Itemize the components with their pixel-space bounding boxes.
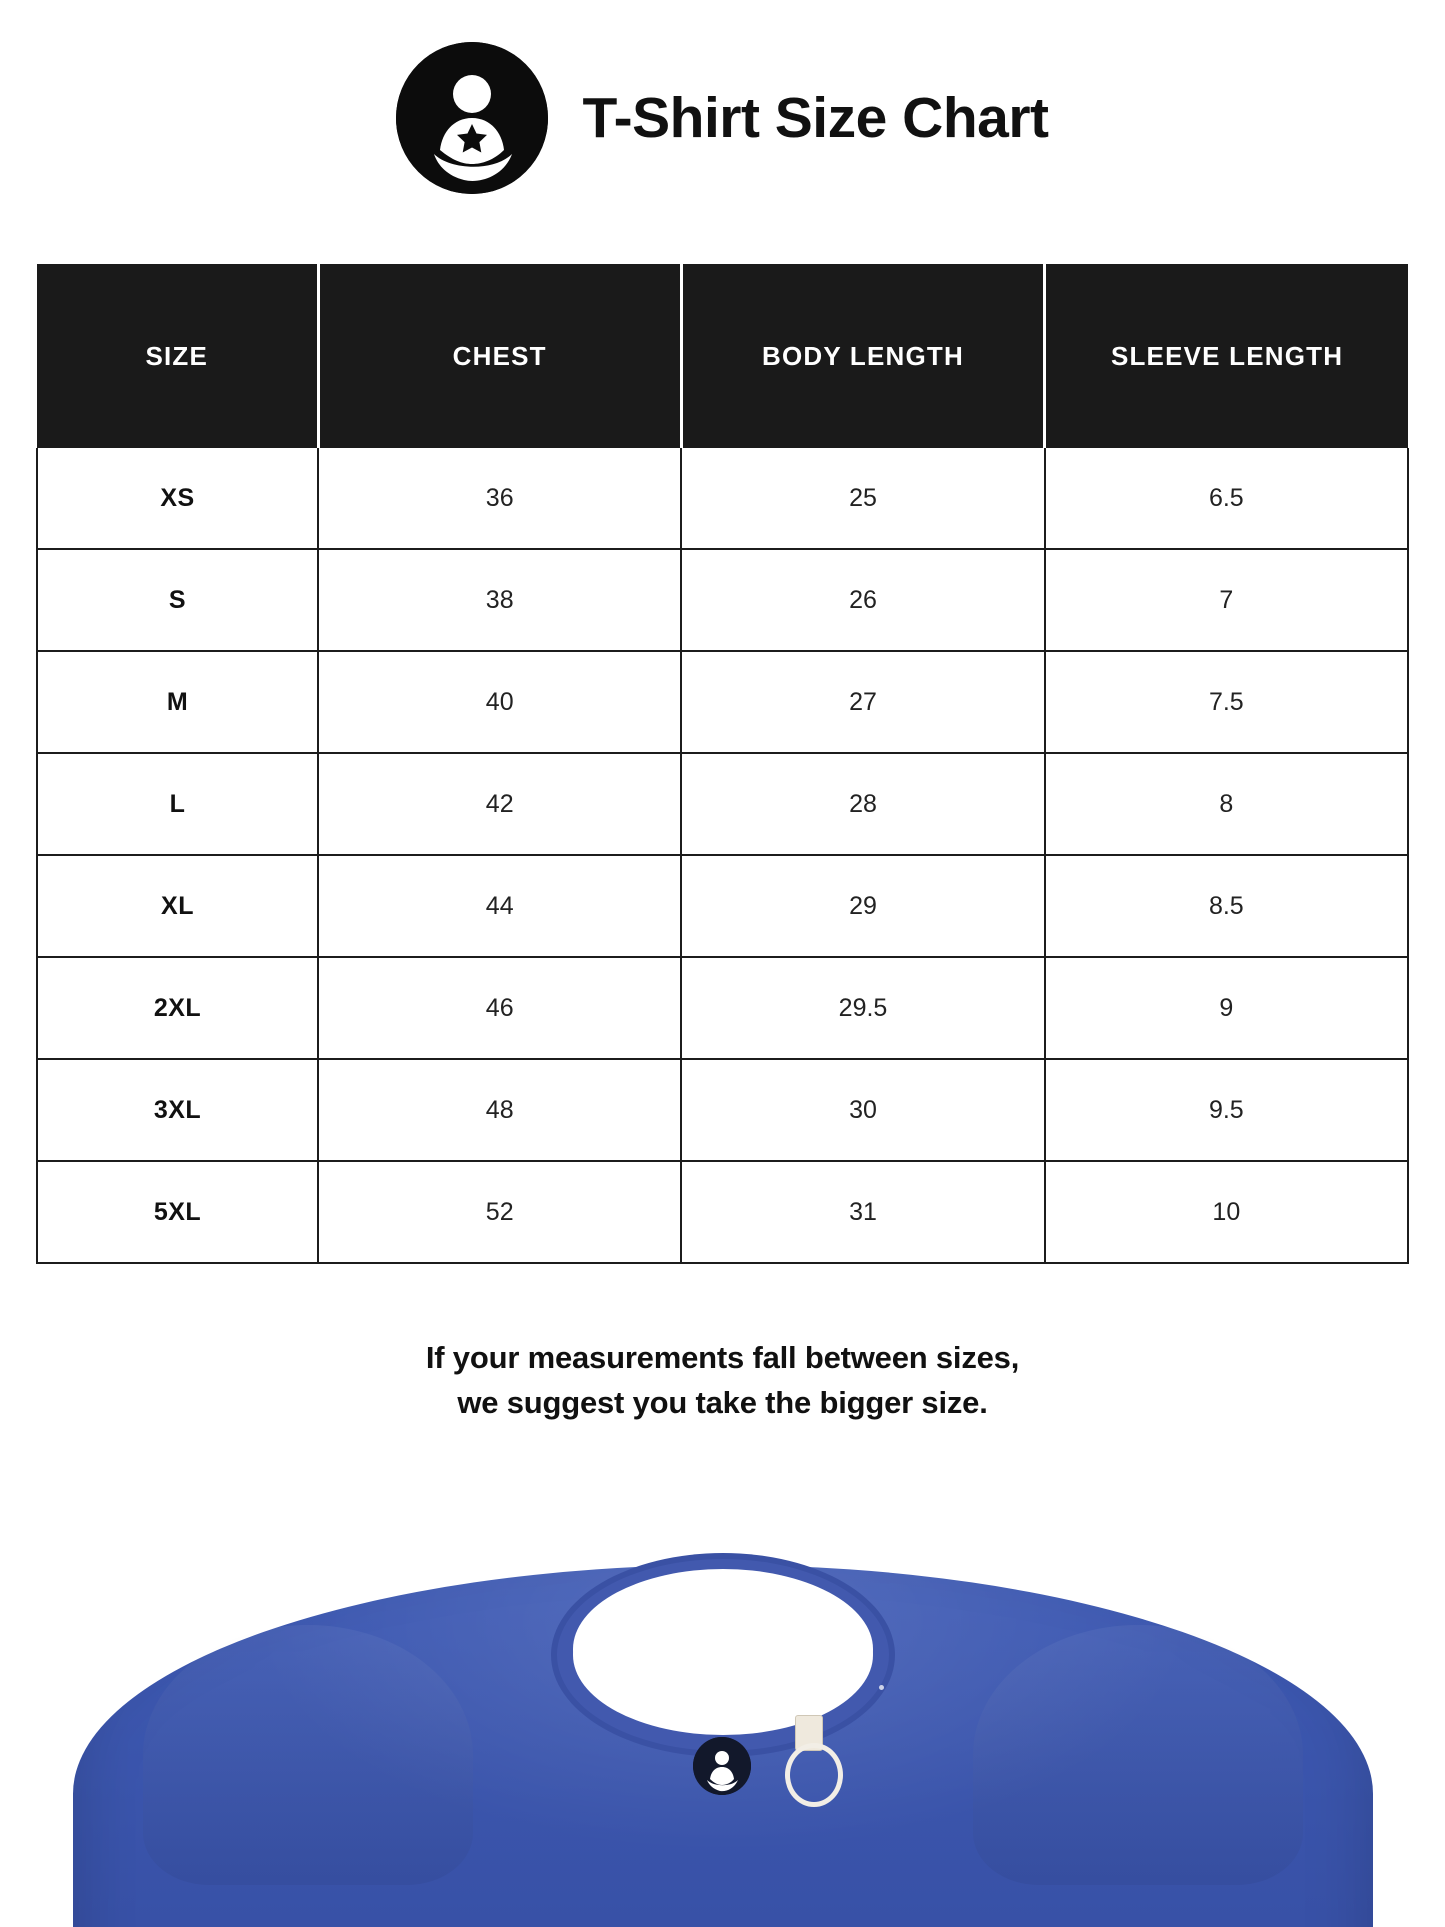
cell-chest: 48 bbox=[318, 1059, 681, 1161]
size-chart-table-wrapper bbox=[36, 264, 1409, 1264]
tshirt-shoulder-right bbox=[973, 1625, 1303, 1885]
cell-size: XS bbox=[37, 448, 318, 549]
table-row bbox=[37, 855, 1408, 957]
cell-chest: 40 bbox=[318, 651, 681, 753]
table-row bbox=[37, 549, 1408, 651]
table-row bbox=[37, 753, 1408, 855]
cell-size: 3XL bbox=[37, 1059, 318, 1161]
table-row bbox=[37, 651, 1408, 753]
cell-chest: 46 bbox=[318, 957, 681, 1059]
sizing-note-line-2: we suggest you take the bigger size. bbox=[457, 1384, 988, 1420]
hang-loop-icon bbox=[779, 1715, 843, 1801]
cell-body-length: 27 bbox=[681, 651, 1044, 753]
cell-body-length: 26 bbox=[681, 549, 1044, 651]
cell-chest: 38 bbox=[318, 549, 681, 651]
column-header-chest: CHEST bbox=[318, 264, 681, 448]
column-header-size: SIZE bbox=[37, 264, 318, 448]
cell-size: 2XL bbox=[37, 957, 318, 1059]
cell-chest: 36 bbox=[318, 448, 681, 549]
cell-size: XL bbox=[37, 855, 318, 957]
cell-sleeve-length: 8.5 bbox=[1045, 855, 1408, 957]
cell-sleeve-length: 9 bbox=[1045, 957, 1408, 1059]
cell-chest: 44 bbox=[318, 855, 681, 957]
cell-body-length: 29 bbox=[681, 855, 1044, 957]
sizing-note bbox=[0, 1336, 1445, 1426]
lint-speck bbox=[801, 1631, 806, 1636]
table-row bbox=[37, 1161, 1408, 1263]
table-row bbox=[37, 448, 1408, 549]
table-row bbox=[37, 957, 1408, 1059]
cell-size: 5XL bbox=[37, 1161, 318, 1263]
cell-size: S bbox=[37, 549, 318, 651]
cell-sleeve-length: 6.5 bbox=[1045, 448, 1408, 549]
column-header-body-length: BODY LENGTH bbox=[681, 264, 1044, 448]
cell-size: L bbox=[37, 753, 318, 855]
lint-speck bbox=[879, 1685, 884, 1690]
cell-sleeve-length: 8 bbox=[1045, 753, 1408, 855]
cell-sleeve-length: 7.5 bbox=[1045, 651, 1408, 753]
person-in-circle-icon bbox=[693, 1737, 751, 1795]
tshirt-collar-inner bbox=[573, 1569, 873, 1729]
person-in-circle-icon bbox=[396, 42, 548, 194]
tshirt-collar bbox=[573, 1575, 873, 1735]
tshirt-photo bbox=[0, 1537, 1445, 1927]
sizing-note-line-1: If your measurements fall between sizes, bbox=[425, 1340, 1020, 1375]
column-header-sleeve-length: SLEEVE LENGTH bbox=[1045, 264, 1408, 448]
table-row bbox=[37, 1059, 1408, 1161]
cell-body-length: 29.5 bbox=[681, 957, 1044, 1059]
cell-body-length: 28 bbox=[681, 753, 1044, 855]
cell-sleeve-length: 10 bbox=[1045, 1161, 1408, 1263]
cell-body-length: 30 bbox=[681, 1059, 1044, 1161]
page-title: T-Shirt Size Chart bbox=[582, 85, 1049, 150]
tshirt-shoulder-left bbox=[143, 1625, 473, 1885]
cell-size: M bbox=[37, 651, 318, 753]
size-chart-table bbox=[36, 264, 1409, 1264]
table-header-row bbox=[37, 264, 1408, 448]
cell-chest: 42 bbox=[318, 753, 681, 855]
cell-body-length: 25 bbox=[681, 448, 1044, 549]
tshirt-body bbox=[73, 1565, 1373, 1927]
cell-body-length: 31 bbox=[681, 1161, 1044, 1263]
cell-sleeve-length: 7 bbox=[1045, 549, 1408, 651]
page-header bbox=[0, 0, 1445, 194]
hang-loop-ring bbox=[785, 1743, 843, 1807]
cell-chest: 52 bbox=[318, 1161, 681, 1263]
cell-sleeve-length: 9.5 bbox=[1045, 1059, 1408, 1161]
